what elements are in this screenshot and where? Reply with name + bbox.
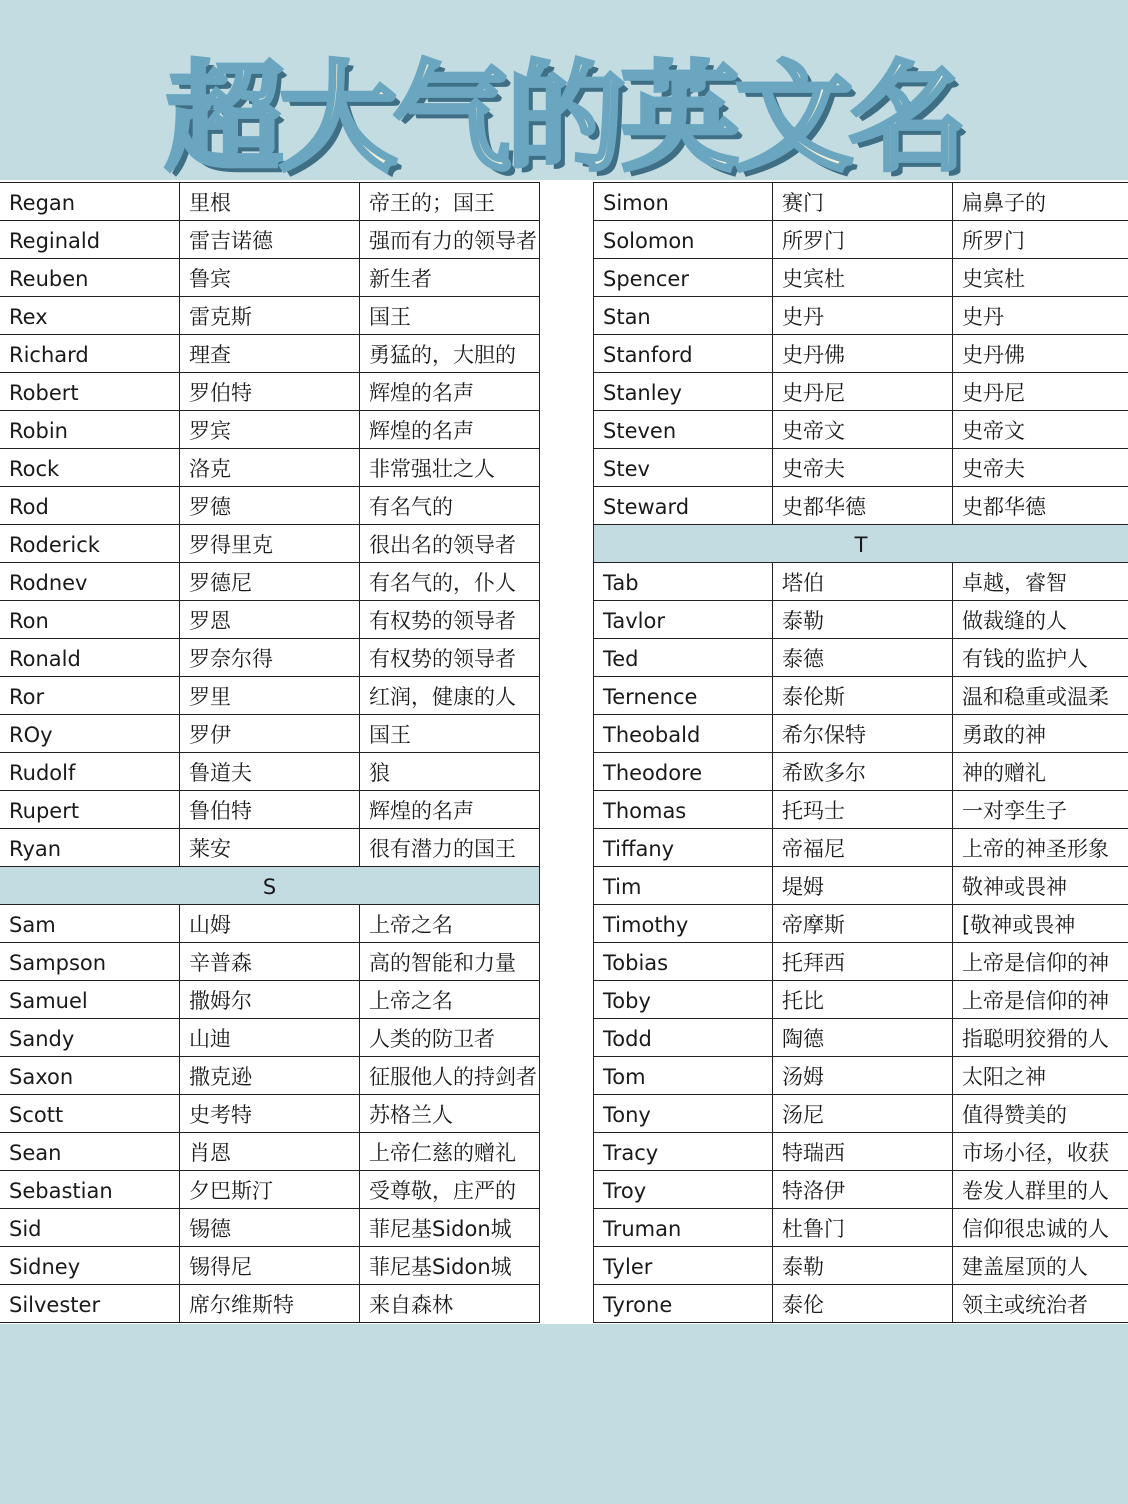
- chinese-name-cell: 史帝文: [773, 411, 953, 448]
- english-name-cell: Stanford: [593, 335, 773, 372]
- table-row: [593, 297, 1128, 335]
- chinese-name-cell: 汤尼: [773, 1095, 953, 1132]
- table-row: [593, 373, 1128, 411]
- table-row: [593, 677, 1128, 715]
- chinese-name-cell: 罗奈尔得: [180, 639, 360, 676]
- chinese-name-cell: 雷吉诺德: [180, 221, 360, 258]
- meaning-cell: 菲尼基Sidon城: [360, 1247, 540, 1284]
- chinese-name-cell: 罗德: [180, 487, 360, 524]
- meaning-cell: 有权势的领导者: [360, 601, 540, 638]
- table-row: [593, 905, 1128, 943]
- meaning-cell: 指聪明狡猾的人: [962, 1027, 1109, 1051]
- english-name-cell: Spencer: [593, 259, 773, 296]
- english-name-cell: Rodnev: [0, 563, 180, 600]
- meaning-cell: 征服他人的持剑者: [360, 1057, 540, 1094]
- chinese-name-cell: 特瑞西: [773, 1133, 953, 1170]
- chinese-name-cell: 史宾杜: [773, 259, 953, 296]
- meaning-cell: 史都华德: [962, 495, 1046, 519]
- meaning-cell: 上帝是信仰的神: [962, 989, 1109, 1013]
- english-name-cell: Timothy: [593, 905, 773, 942]
- chinese-name-cell: 撒姆尔: [180, 981, 360, 1018]
- meaning-cell: 很出名的领导者: [360, 525, 540, 562]
- table-row: [0, 1171, 540, 1209]
- chinese-name-cell: 锡德: [180, 1209, 360, 1246]
- table-row: [593, 981, 1128, 1019]
- chinese-name-cell: 托玛士: [773, 791, 953, 828]
- table-row: [0, 335, 540, 373]
- english-name-cell: Toby: [593, 981, 773, 1018]
- table-row: [0, 411, 540, 449]
- meaning-cell: 史帝文: [962, 419, 1025, 443]
- chinese-name-cell: 夕巴斯汀: [180, 1171, 360, 1208]
- chinese-name-cell: 帝福尼: [773, 829, 953, 866]
- meaning-cell: 上帝的神圣形象: [962, 837, 1109, 861]
- english-name-cell: ROy: [0, 715, 180, 752]
- english-name-cell: Stan: [593, 297, 773, 334]
- chinese-name-cell: 罗德尼: [180, 563, 360, 600]
- table-row: [593, 411, 1128, 449]
- english-name-cell: Solomon: [593, 221, 773, 258]
- meaning-cell: 很有潜力的国王: [360, 829, 540, 866]
- meaning-cell: 强而有力的领导者: [360, 221, 540, 258]
- chinese-name-cell: 史帝夫: [773, 449, 953, 486]
- table-row: [593, 449, 1128, 487]
- table-row: [593, 1095, 1128, 1133]
- table-row: [0, 905, 540, 943]
- chinese-name-cell: 希欧多尔: [773, 753, 953, 790]
- table-row: [0, 1133, 540, 1171]
- table-row: [593, 221, 1128, 259]
- chinese-name-cell: 山迪: [180, 1019, 360, 1056]
- table-row: [0, 487, 540, 525]
- table-row: [593, 715, 1128, 753]
- english-name-cell: Richard: [0, 335, 180, 372]
- meaning-cell: 太阳之神: [962, 1065, 1046, 1089]
- meaning-cell: 上帝是信仰的神: [962, 951, 1109, 975]
- table-row: [593, 1171, 1128, 1209]
- table-row: [593, 829, 1128, 867]
- english-name-cell: Saxon: [0, 1057, 180, 1094]
- english-name-cell: Simon: [593, 183, 773, 220]
- meaning-cell: 新生者: [360, 259, 540, 296]
- meaning-cell: 温和稳重或温柔: [962, 685, 1109, 709]
- english-name-cell: Tiffany: [593, 829, 773, 866]
- chinese-name-cell: 罗宾: [180, 411, 360, 448]
- english-name-cell: Sid: [0, 1209, 180, 1246]
- table-row: [0, 1247, 540, 1285]
- meaning-cell: 史丹尼: [962, 381, 1025, 405]
- english-name-cell: Ternence: [593, 677, 773, 714]
- meaning-cell: 市场小径，收获: [962, 1141, 1109, 1165]
- chinese-name-cell: 陶德: [773, 1019, 953, 1056]
- meaning-cell: 菲尼基Sidon城: [360, 1209, 540, 1246]
- page-title: 超大气的英文名: [164, 49, 963, 187]
- table-row: [0, 1019, 540, 1057]
- english-name-cell: Tom: [593, 1057, 773, 1094]
- meaning-cell: 红润，健康的人: [360, 677, 540, 714]
- meaning-cell: 信仰很忠诚的人: [962, 1217, 1109, 1241]
- chinese-name-cell: 鲁宾: [180, 259, 360, 296]
- english-name-cell: Rupert: [0, 791, 180, 828]
- english-name-cell: Roderick: [0, 525, 180, 562]
- table-row: [593, 259, 1128, 297]
- meaning-cell: 史帝夫: [962, 457, 1025, 481]
- meaning-cell: 领主或统治者: [962, 1293, 1088, 1317]
- english-name-cell: Regan: [0, 183, 180, 220]
- table-row: [0, 373, 540, 411]
- table-row: [593, 639, 1128, 677]
- table-row: [593, 601, 1128, 639]
- chinese-name-cell: 泰德: [773, 639, 953, 676]
- table-row: [593, 1133, 1128, 1171]
- english-name-cell: Silvester: [0, 1285, 180, 1322]
- english-name-cell: Tab: [593, 563, 773, 600]
- english-name-cell: Scott: [0, 1095, 180, 1132]
- meaning-cell: 做裁缝的人: [962, 609, 1067, 633]
- meaning-cell: 受尊敬，庄严的: [360, 1171, 540, 1208]
- meaning-cell: 辉煌的名声: [360, 373, 540, 410]
- english-name-cell: Rex: [0, 297, 180, 334]
- chinese-name-cell: 史都华德: [773, 487, 953, 524]
- meaning-cell: 扁鼻子的: [962, 191, 1046, 215]
- chinese-name-cell: 肖恩: [180, 1133, 360, 1170]
- meaning-cell: 值得赞美的: [962, 1103, 1067, 1127]
- meaning-cell: 所罗门: [962, 229, 1025, 253]
- name-table-sheet: [0, 180, 1128, 1324]
- chinese-name-cell: 汤姆: [773, 1057, 953, 1094]
- english-name-cell: Sandy: [0, 1019, 180, 1056]
- table-row: [0, 639, 540, 677]
- table-row: [593, 791, 1128, 829]
- right-name-table: [593, 182, 1128, 1323]
- english-name-cell: Tavlor: [593, 601, 773, 638]
- table-row: [593, 1057, 1128, 1095]
- table-row: [0, 1057, 540, 1095]
- meaning-cell: 神的赠礼: [962, 761, 1046, 785]
- english-name-cell: Thomas: [593, 791, 773, 828]
- english-name-cell: Stanley: [593, 373, 773, 410]
- chinese-name-cell: 雷克斯: [180, 297, 360, 334]
- english-name-cell: Tobias: [593, 943, 773, 980]
- table-row: [0, 525, 540, 563]
- chinese-name-cell: 托拜西: [773, 943, 953, 980]
- meaning-cell: 史宾杜: [962, 267, 1025, 291]
- english-name-cell: Stev: [593, 449, 773, 486]
- english-name-cell: Theodore: [593, 753, 773, 790]
- chinese-name-cell: 帝摩斯: [773, 905, 953, 942]
- english-name-cell: Sidney: [0, 1247, 180, 1284]
- chinese-name-cell: 史考特: [180, 1095, 360, 1132]
- table-row: [0, 791, 540, 829]
- table-row: [593, 183, 1128, 221]
- chinese-name-cell: 罗伊: [180, 715, 360, 752]
- english-name-cell: Robin: [0, 411, 180, 448]
- chinese-name-cell: 希尔保特: [773, 715, 953, 752]
- english-name-cell: Sean: [0, 1133, 180, 1170]
- english-name-cell: Sampson: [0, 943, 180, 980]
- chinese-name-cell: 罗伯特: [180, 373, 360, 410]
- english-name-cell: Robert: [0, 373, 180, 410]
- table-row: [0, 1209, 540, 1247]
- english-name-cell: Reuben: [0, 259, 180, 296]
- meaning-cell: 有权势的领导者: [360, 639, 540, 676]
- meaning-cell: 有钱的监护人: [962, 647, 1088, 671]
- meaning-cell: 一对孪生子: [962, 799, 1067, 823]
- english-name-cell: Rudolf: [0, 753, 180, 790]
- table-row: [0, 221, 540, 259]
- english-name-cell: Ronald: [0, 639, 180, 676]
- english-name-cell: Tyler: [593, 1247, 773, 1284]
- chinese-name-cell: 所罗门: [773, 221, 953, 258]
- english-name-cell: Tyrone: [593, 1285, 773, 1322]
- chinese-name-cell: 莱安: [180, 829, 360, 866]
- table-row: [0, 601, 540, 639]
- chinese-name-cell: 泰勒: [773, 1247, 953, 1284]
- meaning-cell: 勇猛的，大胆的: [360, 335, 540, 372]
- section-letter: S: [0, 867, 540, 904]
- english-name-cell: Tony: [593, 1095, 773, 1132]
- chinese-name-cell: 罗里: [180, 677, 360, 714]
- chinese-name-cell: 堤姆: [773, 867, 953, 904]
- english-name-cell: Tracy: [593, 1133, 773, 1170]
- chinese-name-cell: 鲁道夫: [180, 753, 360, 790]
- english-name-cell: Ted: [593, 639, 773, 676]
- english-name-cell: Ryan: [0, 829, 180, 866]
- meaning-cell: 上帝仁慈的赠礼: [360, 1133, 540, 1170]
- meaning-cell: 来自森林: [360, 1285, 540, 1322]
- chinese-name-cell: 史丹佛: [773, 335, 953, 372]
- table-row: [593, 335, 1128, 373]
- chinese-name-cell: 鲁伯特: [180, 791, 360, 828]
- english-name-cell: Sam: [0, 905, 180, 942]
- meaning-cell: 人类的防卫者: [360, 1019, 540, 1056]
- chinese-name-cell: 托比: [773, 981, 953, 1018]
- table-row: [0, 829, 540, 867]
- chinese-name-cell: 罗恩: [180, 601, 360, 638]
- table-row: [593, 487, 1128, 525]
- chinese-name-cell: 山姆: [180, 905, 360, 942]
- table-row: [0, 259, 540, 297]
- meaning-cell: 上帝之名: [360, 981, 540, 1018]
- english-name-cell: Rock: [0, 449, 180, 486]
- table-row: [593, 753, 1128, 791]
- english-name-cell: Tim: [593, 867, 773, 904]
- meaning-cell: 史丹: [962, 305, 1004, 329]
- table-row: [593, 1019, 1128, 1057]
- chinese-name-cell: 洛克: [180, 449, 360, 486]
- english-name-cell: Theobald: [593, 715, 773, 752]
- table-row: [593, 943, 1128, 981]
- meaning-cell: 国王: [360, 297, 540, 334]
- english-name-cell: Steward: [593, 487, 773, 524]
- chinese-name-cell: 理查: [180, 335, 360, 372]
- meaning-cell: 卷发人群里的人: [962, 1179, 1109, 1203]
- english-name-cell: Troy: [593, 1171, 773, 1208]
- meaning-cell: [敬神或畏神: [962, 913, 1076, 937]
- meaning-cell: 有名气的: [360, 487, 540, 524]
- english-name-cell: Truman: [593, 1209, 773, 1246]
- meaning-cell: 辉煌的名声: [360, 791, 540, 828]
- english-name-cell: Reginald: [0, 221, 180, 258]
- table-row: [593, 1209, 1128, 1247]
- chinese-name-cell: 里根: [180, 183, 360, 220]
- english-name-cell: Rod: [0, 487, 180, 524]
- english-name-cell: Ror: [0, 677, 180, 714]
- table-row: [0, 981, 540, 1019]
- table-row: [0, 943, 540, 981]
- english-name-cell: Steven: [593, 411, 773, 448]
- table-row: [0, 449, 540, 487]
- meaning-cell: 高的智能和力量: [360, 943, 540, 980]
- section-letter: T: [593, 525, 1128, 562]
- meaning-cell: 卓越，睿智: [962, 571, 1067, 595]
- meaning-cell: 帝王的；国王: [360, 183, 540, 220]
- table-row: [0, 297, 540, 335]
- meaning-cell: 国王: [360, 715, 540, 752]
- table-row: [0, 1285, 540, 1323]
- chinese-name-cell: 特洛伊: [773, 1171, 953, 1208]
- table-row: [593, 867, 1128, 905]
- section-header-row: [0, 867, 540, 905]
- chinese-name-cell: 杜鲁门: [773, 1209, 953, 1246]
- chinese-name-cell: 赛门: [773, 183, 953, 220]
- meaning-cell: 史丹佛: [962, 343, 1025, 367]
- chinese-name-cell: 锡得尼: [180, 1247, 360, 1284]
- table-row: [593, 1285, 1128, 1323]
- english-name-cell: Sebastian: [0, 1171, 180, 1208]
- chinese-name-cell: 席尔维斯特: [180, 1285, 360, 1322]
- table-row: [0, 715, 540, 753]
- meaning-cell: 敬神或畏神: [962, 875, 1067, 899]
- table-row: [0, 1095, 540, 1133]
- chinese-name-cell: 撒克逊: [180, 1057, 360, 1094]
- left-name-table: [0, 182, 540, 1323]
- table-row: [0, 563, 540, 601]
- meaning-cell: 有名气的，仆人: [360, 563, 540, 600]
- table-row: [0, 677, 540, 715]
- meaning-cell: 狼: [360, 753, 540, 790]
- meaning-cell: 苏格兰人: [360, 1095, 540, 1132]
- meaning-cell: 辉煌的名声: [360, 411, 540, 448]
- chinese-name-cell: 泰伦: [773, 1285, 953, 1322]
- chinese-name-cell: 罗得里克: [180, 525, 360, 562]
- section-header-row: [593, 525, 1128, 563]
- english-name-cell: Ron: [0, 601, 180, 638]
- table-row: [0, 753, 540, 791]
- chinese-name-cell: 泰伦斯: [773, 677, 953, 714]
- english-name-cell: Samuel: [0, 981, 180, 1018]
- table-row: [593, 1247, 1128, 1285]
- table-row: [0, 183, 540, 221]
- meaning-cell: 勇敢的神: [962, 723, 1046, 747]
- table-row: [593, 563, 1128, 601]
- chinese-name-cell: 史丹尼: [773, 373, 953, 410]
- meaning-cell: 上帝之名: [360, 905, 540, 942]
- chinese-name-cell: 塔伯: [773, 563, 953, 600]
- meaning-cell: 非常强壮之人: [360, 449, 540, 486]
- meaning-cell: 建盖屋顶的人: [962, 1255, 1088, 1279]
- chinese-name-cell: 泰勒: [773, 601, 953, 638]
- chinese-name-cell: 辛普森: [180, 943, 360, 980]
- chinese-name-cell: 史丹: [773, 297, 953, 334]
- english-name-cell: Todd: [593, 1019, 773, 1056]
